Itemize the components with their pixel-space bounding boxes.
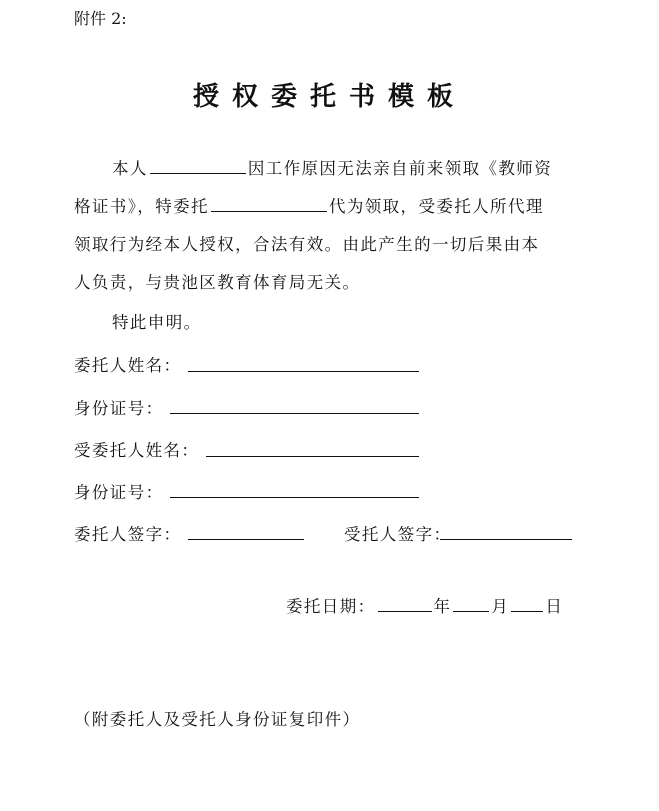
date-year: 年 — [433, 597, 452, 616]
text-reason: 因工作原因无法亲自前来领取《教师资 — [247, 159, 553, 178]
agent-id-field[interactable] — [170, 497, 419, 498]
agent-sign-label: 受托人签字： — [344, 525, 452, 544]
principal-name-field[interactable] — [188, 371, 419, 372]
principal-id-field[interactable] — [170, 413, 419, 414]
principal-name-label: 委托人姓名： — [74, 356, 182, 375]
text-self: 本人 — [112, 159, 148, 178]
paragraph-line-2 — [74, 193, 544, 217]
text-proxy: 代为领取，受委托人所代理 — [328, 197, 544, 216]
blank-principal-name[interactable] — [150, 159, 246, 174]
attachment-label: 附件 2: — [74, 9, 127, 28]
blank-year[interactable] — [378, 597, 432, 612]
blank-day[interactable] — [511, 597, 543, 612]
blank-month[interactable] — [453, 597, 489, 612]
paragraph-line-4: 人负责，与贵池区教育体育局无关。 — [74, 273, 361, 292]
text-entrust: 格证书》，特委托 — [74, 197, 209, 216]
date-label: 委托日期： — [286, 597, 376, 616]
entrust-date — [286, 593, 563, 617]
agent-name-field[interactable] — [206, 456, 419, 457]
principal-id-label: 身份证号： — [74, 399, 164, 418]
agent-sign-field[interactable] — [440, 539, 572, 540]
declaration: 特此申明。 — [112, 313, 202, 332]
blank-agent-name[interactable] — [211, 197, 327, 212]
attachment-note: （附委托人及受托人身份证复印件） — [74, 710, 361, 729]
agent-id-label: 身份证号： — [74, 483, 164, 502]
paragraph-line-3: 领取行为经本人授权，合法有效。由此产生的一切后果由本 — [74, 235, 540, 254]
date-month: 月 — [491, 597, 510, 616]
agent-name-label: 受委托人姓名： — [74, 441, 200, 460]
principal-sign-label: 委托人签字： — [74, 525, 182, 544]
principal-sign-field[interactable] — [188, 539, 304, 540]
date-day: 日 — [545, 597, 564, 616]
document-title: 授权委托书模板 — [192, 82, 466, 112]
paragraph-line-1 — [112, 155, 552, 179]
